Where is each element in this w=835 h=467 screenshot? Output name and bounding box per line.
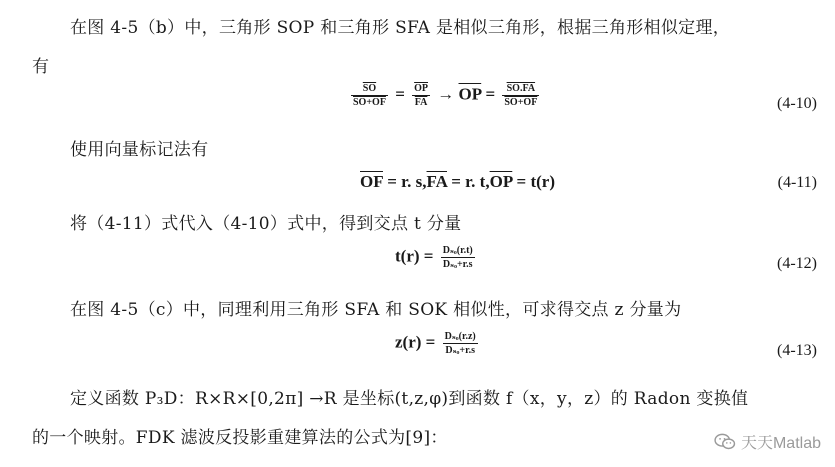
equation-4-11: $\overline{OF} = r$. $s,\overline{FA} = r$. $t,\overline{OP} = t(r)$	[360, 172, 555, 191]
watermark	[714, 430, 821, 453]
paragraph-3: 将（4-11）式代入（4-10）式中，得到交点 t 分量	[70, 214, 462, 234]
equation-number-4-13: (4-13)	[777, 342, 817, 359]
equation-number-4-12: (4-12)	[777, 255, 817, 272]
paragraph-4: 在图 4-5（c）中，同理利用三角形 SFA 和 SOK 相似性，可求得交点 z 分量为	[70, 300, 682, 320]
fraction-so-over-so-of: $\frac{\overline{SO}}{SO+OF}$	[353, 83, 386, 108]
paragraph-5: 定义函数 P₃D：R×R×[0,2π] →R 是坐标(t,z,φ)到函数 f（x，y，z）的 Radon 变换值	[70, 389, 749, 409]
fraction-z-of-r: $\frac{\text{Dₛₒ(r.z)}}{\text{Dₛₒ+r.s}}$	[444, 331, 476, 356]
equation-number-4-11: (4-11)	[777, 174, 817, 191]
equation-number-4-10: (4-10)	[777, 95, 817, 112]
fraction-t-of-r: $\frac{\text{Dₛₒ(r.t)}}{\text{Dₛₒ+r.s}}$	[442, 245, 473, 270]
paragraph-1-continued: 有	[32, 57, 50, 77]
paragraph-1: 在图 4-5（b）中，三角形 SOP 和三角形 SFA 是相似三角形，根据三角形相似定理，	[70, 18, 731, 38]
equation-4-10: $\frac{\overline{SO}}{SO+OF}$ = $\frac{\overline{OP}}{FA}$ → $\overline{OP}$ = $\frac{SO.FA}{SO+OF}$	[353, 83, 538, 108]
paragraph-2: 使用向量标记法有	[70, 140, 209, 160]
watermark-text: 天天Matlab	[740, 435, 821, 452]
equation-4-12: t(r) = $\frac{\text{Dₛₒ(r.t)}}{\text{Dₛₒ+r.s}}$	[395, 245, 473, 270]
wechat-icon	[714, 433, 736, 451]
paragraph-6: 的一个映射。FDK 滤波反投影重建算法的公式为[9]：	[32, 428, 448, 448]
fraction-so-fa-over-so-of: $\frac{SO.FA}{SO+OF}$	[504, 83, 538, 108]
fraction-op-over-fa: $\frac{\overline{OP}}{FA}$	[414, 83, 429, 108]
equation-4-13: z(r) = $\frac{\text{Dₛₒ(r.z)}}{\text{Dₛₒ+r.s}}$	[395, 331, 476, 356]
